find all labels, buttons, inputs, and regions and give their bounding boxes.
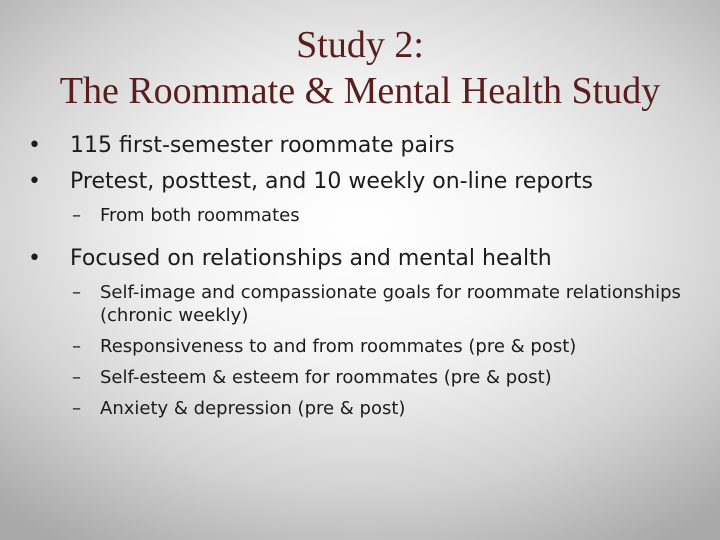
sub-bullet-item bbox=[26, 366, 694, 389]
slide-title bbox=[0, 22, 720, 114]
sub-bullet-item bbox=[26, 397, 694, 420]
bullet-text: Pretest, posttest, and 10 weekly on-line reports bbox=[70, 169, 593, 194]
sub-bullet-text: Self-esteem & esteem for roommates (pre & post) bbox=[100, 367, 552, 388]
bullet-marker: • bbox=[28, 246, 41, 271]
bullet-marker: • bbox=[28, 133, 41, 158]
bullet-item bbox=[26, 132, 694, 160]
bullet-marker: • bbox=[28, 169, 41, 194]
bullet-item bbox=[26, 168, 694, 196]
sub-bullet-text: Self-image and compassionate goals for roommate relationships (chronic weekly) bbox=[100, 282, 681, 326]
slide-body bbox=[26, 132, 694, 428]
dash-marker: – bbox=[72, 282, 81, 303]
dash-marker: – bbox=[72, 367, 81, 388]
title-line-2: The Roommate & Mental Health Study bbox=[59, 70, 661, 112]
sub-bullet-text: From both roommates bbox=[100, 205, 300, 226]
sub-bullet-item bbox=[26, 281, 694, 327]
bullet-text: 115 first-semester roommate pairs bbox=[70, 133, 455, 158]
bullet-text: Focused on relationships and mental health bbox=[70, 246, 552, 271]
sub-bullet-item bbox=[26, 204, 694, 227]
dash-marker: – bbox=[72, 398, 81, 419]
dash-marker: – bbox=[72, 205, 81, 226]
sub-bullet-text: Anxiety & depression (pre & post) bbox=[100, 398, 406, 419]
dash-marker: – bbox=[72, 336, 81, 357]
sub-bullet-item bbox=[26, 335, 694, 358]
bullet-item bbox=[26, 245, 694, 273]
title-line-1: Study 2: bbox=[296, 24, 424, 66]
sub-bullet-text: Responsiveness to and from roommates (pre & post) bbox=[100, 336, 577, 357]
